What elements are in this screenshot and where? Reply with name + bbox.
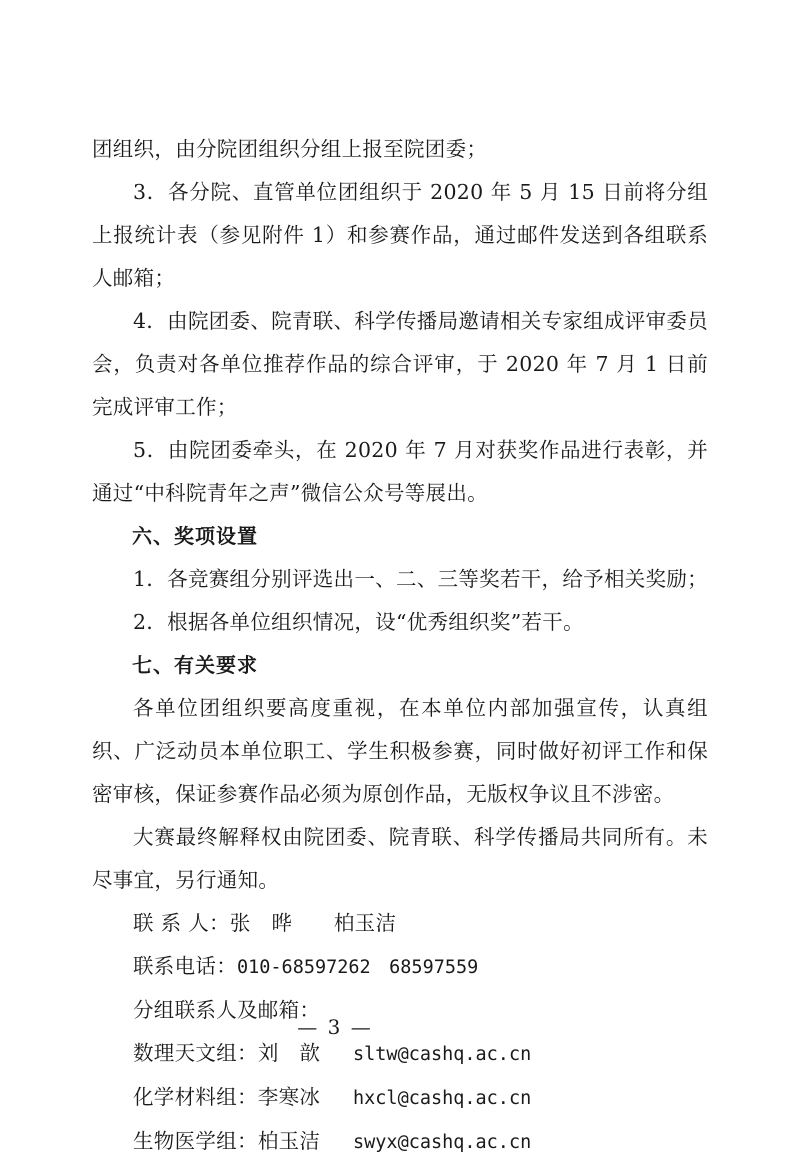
list-item-5: 5．由院团委牵头，在 2020 年 7 月对获奖作品进行表彰，并通过“中科院青年之声”微信公众号等展出。 [92,438,708,505]
group-email-bio: swyx@cashq.ac.cn [353,1132,532,1153]
contact-group-chem [92,1076,708,1120]
contact-group-label: 分组联系人及邮箱： [133,998,321,1022]
paragraph-continuation: 团组织，由分院团组织分组上报至院团委； [92,137,488,161]
group-email-math: sltw@cashq.ac.cn [353,1044,532,1065]
group-email-chem: hxcl@cashq.ac.cn [353,1088,532,1109]
section-six-item-1: 1．各竞赛组分别评选出一、二、三等奖若干，给予相关奖励； [133,567,708,591]
contact-person-names: 张 晔 柏玉洁 [229,911,397,935]
section-heading-seven: 七、有关要求 [132,653,258,677]
group-name-chem: 化学材料组： [133,1085,258,1109]
section-heading-six: 六、奖项设置 [132,524,258,548]
section-six-item-2: 2．根据各单位组织情况，设“优秀组织奖”若干。 [133,610,584,634]
group-contact-bio: 柏玉洁 [257,1129,321,1153]
contact-person-line [92,902,708,945]
list-item-3: 3．各分院、直管单位团组织于 2020 年 5 月 15 日前将分组上报统计表（参见附件 1）和参赛作品，通过邮件发送到各组联系人邮箱； [92,180,708,290]
contact-phone-numbers: 010-68597262 68597559 [237,957,479,978]
section-seven-paragraph-1: 各单位团组织要高度重视，在本单位内部加强宣传，认真组织、广泛动员本单位职工、学生积极参赛，同时做好初评工作和保密审核，保证参赛作品必须为原创作品，无版权争议且不涉密。 [92,696,708,806]
page-number: — 3 — [297,1015,373,1039]
group-contact-math: 刘 歆 [257,1041,321,1065]
contact-phone-line [92,945,708,989]
document-body [92,128,708,1164]
section-seven-paragraph-2: 大赛最终解释权由院团委、院青联、科学传播局共同所有。未尽事宜，另行通知。 [92,825,708,892]
list-item-4: 4．由院团委、院青联、科学传播局邀请相关专家组成评审委员会，负责对各单位推荐作品的综合评审，于 2020 年 7 月 1 日前完成评审工作； [92,309,708,419]
contact-phone-label: 联系电话： [133,954,237,978]
group-contact-chem: 李寒冰 [257,1085,321,1109]
contact-group-bio [92,1120,708,1164]
contact-person-label: 联 系 人： [133,911,230,935]
group-name-bio: 生物医学组： [133,1129,258,1153]
group-name-math: 数理天文组： [133,1041,258,1065]
